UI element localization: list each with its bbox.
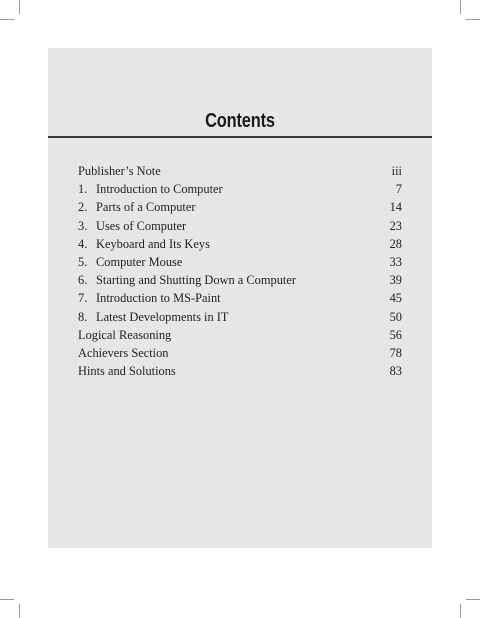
toc-entry-page: 23 xyxy=(389,218,402,233)
crop-mark-bottom-right-h xyxy=(466,599,480,600)
toc-entry-achievers-section[interactable] xyxy=(78,344,402,362)
toc-entry-title xyxy=(78,217,186,235)
toc-entry-page: 14 xyxy=(389,200,402,215)
toc-entry-label: Logical Reasoning xyxy=(78,327,172,342)
toc-entry-label: Achievers Section xyxy=(78,345,169,360)
toc-entry-page: 28 xyxy=(389,236,402,251)
toc-entry-chapter-3[interactable] xyxy=(78,217,402,235)
toc-entry-label: Keyboard and Its Keys xyxy=(96,236,210,251)
toc-entry-label: Parts of a Computer xyxy=(96,200,196,215)
crop-mark-bottom-left xyxy=(19,604,20,618)
toc-entry-page: 45 xyxy=(389,291,402,306)
toc-entry-title xyxy=(78,289,221,307)
toc-entry-number: 7. xyxy=(78,291,88,306)
toc-entry-title xyxy=(78,271,296,289)
toc-entry-page: 39 xyxy=(389,273,402,288)
toc-entry-page: 33 xyxy=(389,254,402,269)
toc-entry-title xyxy=(78,308,228,326)
contents-page xyxy=(48,48,432,548)
toc-entry-title xyxy=(78,326,171,344)
toc-entry-title xyxy=(78,198,195,216)
crop-mark-top-left-h xyxy=(0,19,14,20)
toc-entry-label: Uses of Computer xyxy=(96,218,187,233)
toc-entry-label: Starting and Shutting Down a Computer xyxy=(96,273,296,288)
toc-entry-label: Latest Developments in IT xyxy=(96,309,229,324)
toc-entry-title xyxy=(78,235,210,253)
toc-entry-chapter-8[interactable] xyxy=(78,308,402,326)
toc-entry-title xyxy=(78,362,176,380)
toc-entry-title xyxy=(78,180,223,198)
toc-entry-page: 78 xyxy=(389,345,402,360)
toc-entry-label: Computer Mouse xyxy=(96,254,183,269)
toc-entry-page: iii xyxy=(391,164,402,178)
toc-entry-title xyxy=(78,344,169,362)
toc-entry-page: 83 xyxy=(389,364,402,379)
toc-entry-number: 4. xyxy=(78,236,88,251)
crop-mark-top-right-h xyxy=(466,19,480,20)
toc-entry-chapter-5[interactable] xyxy=(78,253,402,271)
crop-mark-top-left xyxy=(19,0,20,14)
toc-entry-page: 7 xyxy=(395,182,402,197)
toc-entry-chapter-2[interactable] xyxy=(78,198,402,216)
toc-entry-title xyxy=(78,253,182,271)
toc-entry-number: 3. xyxy=(78,218,88,233)
toc-entry-label: Introduction to MS-Paint xyxy=(96,291,221,306)
crop-mark-bottom-left-h xyxy=(0,599,14,600)
toc-entry-title xyxy=(78,162,161,180)
toc-entry-label: Publisher’s Note xyxy=(78,164,161,178)
toc-entry-logical-reasoning[interactable] xyxy=(78,326,402,344)
crop-mark-bottom-right xyxy=(460,604,461,618)
toc-entry-number: 2. xyxy=(78,200,88,215)
crop-mark-top-right xyxy=(460,0,461,14)
toc-entry-number: 6. xyxy=(78,273,88,288)
toc-entry-hints-and-solutions[interactable] xyxy=(78,362,402,380)
page-title: Contents xyxy=(205,110,275,132)
toc-entry-chapter-1[interactable] xyxy=(78,180,402,198)
toc-entry-label: Hints and Solutions xyxy=(78,364,176,379)
title-rule xyxy=(48,136,432,138)
toc-entry-chapter-6[interactable] xyxy=(78,271,402,289)
toc-entry-number: 5. xyxy=(78,254,88,269)
toc-entry-page: 56 xyxy=(389,327,402,342)
toc-entry-number: 1. xyxy=(78,182,88,197)
table-of-contents xyxy=(78,162,402,380)
toc-entry-label: Introduction to Computer xyxy=(96,182,223,197)
toc-entry-page: 50 xyxy=(389,309,402,324)
toc-entry-chapter-4[interactable] xyxy=(78,235,402,253)
toc-entry-number: 8. xyxy=(78,309,88,324)
toc-entry-chapter-7[interactable] xyxy=(78,289,402,307)
toc-entry-publishers-note[interactable] xyxy=(78,162,402,180)
